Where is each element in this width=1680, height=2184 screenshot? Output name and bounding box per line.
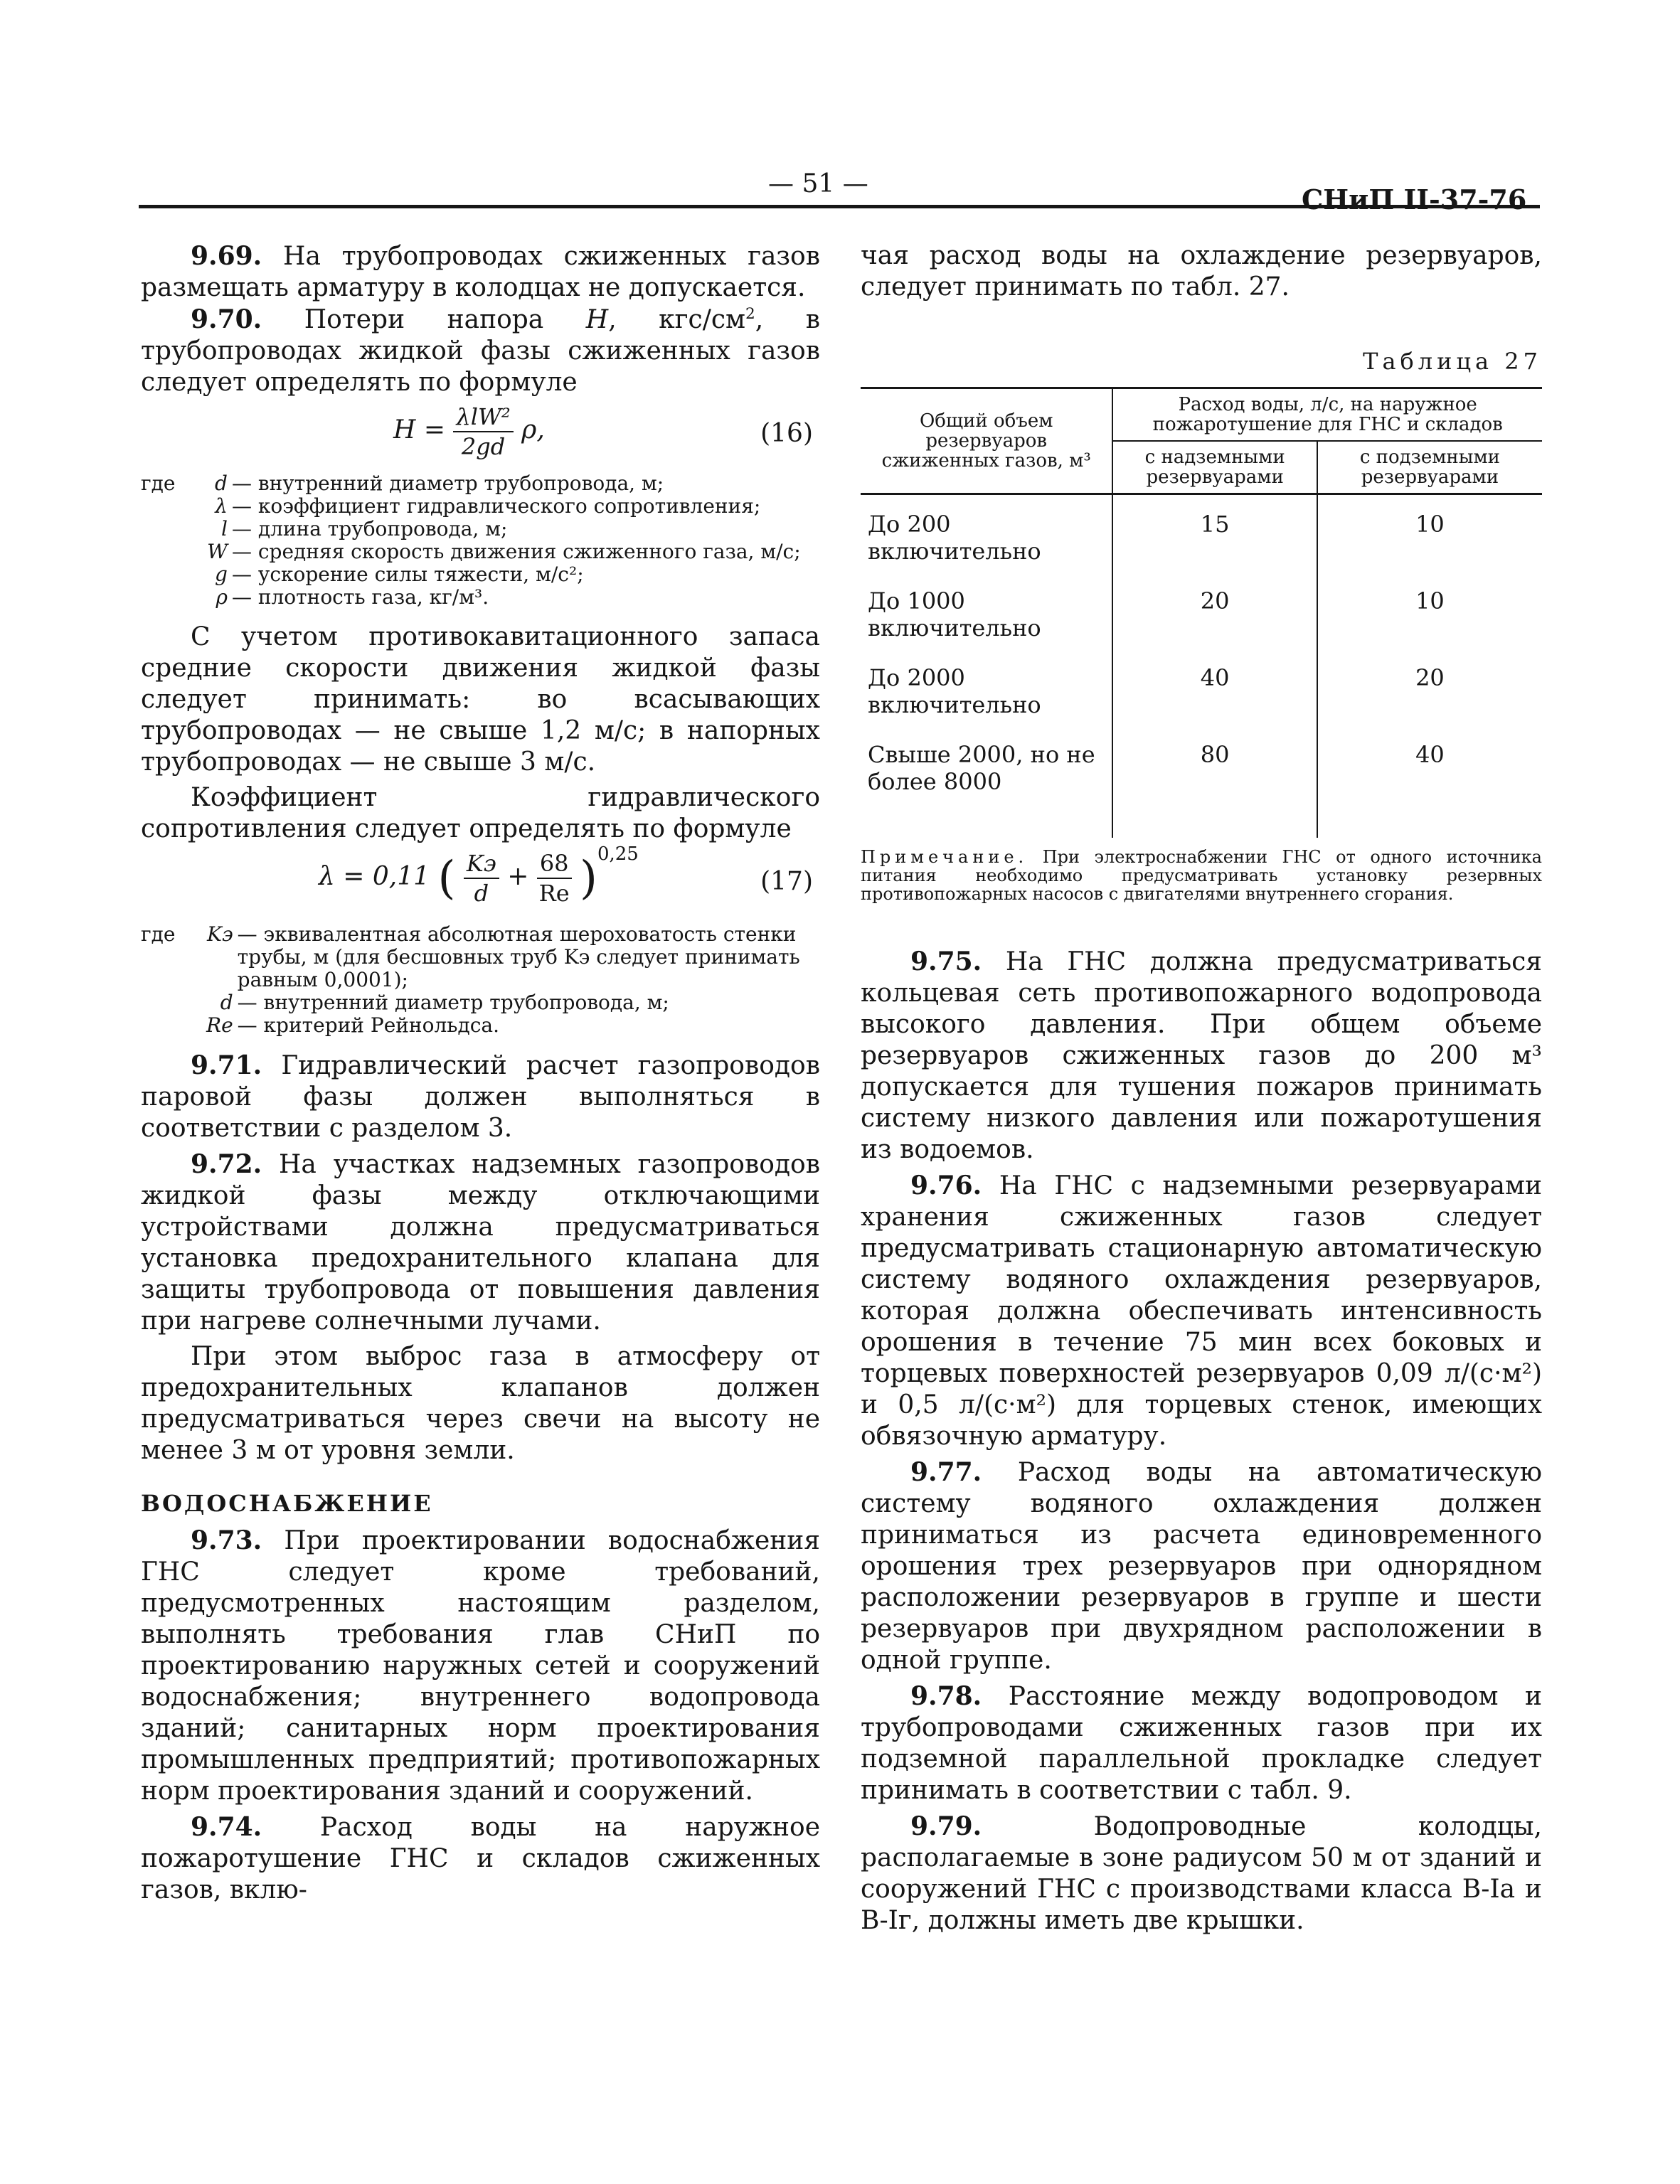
table-row xyxy=(861,725,1542,838)
definition-symbol: d xyxy=(215,472,228,495)
definition-prefix: где xyxy=(141,472,176,495)
definition-prefix xyxy=(141,586,206,609)
definition-row xyxy=(141,472,820,495)
definition-text: — плотность газа, кг/м³. xyxy=(231,585,489,609)
definition-symbol: ρ xyxy=(216,585,228,609)
cell-underground: 40 xyxy=(1317,725,1542,838)
clause-number: 9.78. xyxy=(910,1681,982,1711)
definition-row xyxy=(141,991,820,1014)
formula-numerator: Kэ xyxy=(464,849,499,879)
section-title: ВОДОСНАБЖЕНИЕ xyxy=(141,1490,433,1517)
formula-fraction xyxy=(537,849,572,907)
paragraph-text: Расход воды на наружное пожаротушение ГНС и складов сжиженных газов, вклю- xyxy=(141,1813,820,1905)
cell-underground: 10 xyxy=(1317,572,1542,649)
cell-underground: 10 xyxy=(1317,494,1542,572)
note-label: Примечание. xyxy=(861,847,1028,867)
cell-volume: До 2000 включительно xyxy=(868,664,1041,718)
clause-number: 9.75. xyxy=(910,947,982,976)
paragraph-text: На ГНС с надземными резервуарами хранения сжиженных газов следует предусматривать стационарную автоматическую систему водяного охлаждения резервуаров, которая должна обеспечивать интенсивность орошения в течение 75 мин всех боковых и торцевых поверхностей резервуаров 0,09 л/(с·м²) и 0,5 л/(с·м²) для торцевых стенок, имеющих обвязочную арматуру. xyxy=(861,1171,1542,1451)
paragraph-text: , в трубопроводах жидкой фазы сжиженных газов следует определять по формуле xyxy=(141,305,820,397)
table-row xyxy=(861,649,1542,725)
clause-number: 9.79. xyxy=(910,1811,982,1841)
paragraph-9-69 xyxy=(141,240,820,304)
cell-above-ground: 80 xyxy=(1112,725,1317,838)
column-header-under: с подземными резервуарами xyxy=(1317,441,1542,494)
paragraph-text: Гидравлический расчет газопроводов паровой фазы должен выполняться в соответствии с разделом 3. xyxy=(141,1051,820,1143)
definition-text: — критерий Рейнольдса. xyxy=(237,1013,499,1037)
paragraph-9-72 xyxy=(141,1149,820,1337)
formula-denominator: Re xyxy=(538,880,570,907)
definition-text: — внутренний диаметр трубопровода, м; xyxy=(237,991,669,1014)
clause-number: 9.69. xyxy=(191,241,262,271)
clause-number: 9.77. xyxy=(910,1457,982,1487)
cell-above-ground: 15 xyxy=(1112,494,1317,572)
cell-above-ground: 40 xyxy=(1112,649,1317,725)
formula-lhs: H = xyxy=(393,415,446,444)
definition-text: — ускорение силы тяжести, м/с²; xyxy=(231,563,584,586)
paragraph-text: На ГНС должна предусматриваться кольцевая сеть противопожарного водопровода высокого давления. При общем объеме резервуаров сжиженных газов до 200 м³ допускается для тушения пожаров принимать систему низкого давления или пожаротушения из водоемов. xyxy=(861,947,1542,1164)
definition-prefix xyxy=(141,563,206,586)
clause-number: 9.76. xyxy=(910,1171,982,1200)
symbol-H: H xyxy=(585,305,609,334)
paragraph-9-73 xyxy=(141,1525,820,1807)
formula-fraction xyxy=(464,849,499,907)
formula-fraction xyxy=(453,403,513,461)
paragraph-text: , кгс/см xyxy=(608,305,745,334)
paragraph-text: Водопроводные колодцы, располагаемые в зоне радиусом 50 м от зданий и сооружений ГНС с производствами класса В-Iа и В-Iг, должны иметь две крышки. xyxy=(861,1812,1542,1935)
definition-symbol: l xyxy=(220,517,228,540)
table-row xyxy=(861,572,1542,649)
bracket-close: ) xyxy=(579,852,597,905)
formula-tail: ρ, xyxy=(521,415,545,444)
paragraph-9-78 xyxy=(861,1680,1542,1806)
paragraph-9-77 xyxy=(861,1456,1542,1676)
paragraph-text: На трубопроводах сжиженных газов размещать арматуру в колодцах не допускается. xyxy=(141,242,820,302)
column-header-volume: Общий объем резервуаров сжиженных газов, м³ xyxy=(861,388,1112,494)
paragraph-9-76 xyxy=(861,1170,1542,1452)
paragraph-text: На участках надземных газопроводов жидкой фазы между отключающими устройствами должна предусматриваться установка предохранительного клапана для защиты трубопровода от повышения давления при нагреве солнечными лучами. xyxy=(141,1150,820,1336)
clause-number: 9.71. xyxy=(191,1050,262,1080)
definition-symbol: W xyxy=(207,540,228,563)
definition-row xyxy=(141,923,820,991)
definition-symbol: Re xyxy=(206,1013,233,1037)
formula-denominator: d xyxy=(474,880,489,907)
definition-text: — средняя скорость движения сжиженного газа, м/с; xyxy=(231,540,801,563)
clause-number: 9.74. xyxy=(191,1812,262,1842)
paragraph-9-75 xyxy=(861,946,1542,1166)
formula-17 xyxy=(141,845,820,923)
definitions-17 xyxy=(141,923,820,1037)
definition-prefix xyxy=(141,540,206,563)
paragraph-9-74 xyxy=(141,1811,820,1906)
paragraph-text: Расстояние между водопроводом и трубопроводами сжиженных газов при их подземной параллельной прокладке следует принимать в соответствии с табл. 9. xyxy=(861,1682,1542,1805)
definition-prefix xyxy=(141,1014,206,1037)
definition-prefix: где xyxy=(141,922,176,946)
bracket-open: ( xyxy=(437,852,456,905)
right-column xyxy=(861,240,1542,1937)
definition-text: — длина трубопровода, м; xyxy=(231,517,508,540)
definition-text: — коэффициент гидравлического сопротивления; xyxy=(231,494,761,518)
table-note xyxy=(861,848,1542,903)
definition-row xyxy=(141,1014,820,1037)
paragraph-vent: При этом выброс газа в атмосферу от предохранительных клапанов должен предусматриваться через свечи на высоту не менее 3 м от уровня земли. xyxy=(141,1342,820,1465)
column-header-above: с надземными резервуарами xyxy=(1112,441,1317,494)
definition-symbol: d xyxy=(220,991,233,1014)
clause-number: 9.73. xyxy=(191,1525,262,1555)
definition-row xyxy=(141,495,820,518)
paragraph-coefficient: Коэффициент гидравлического сопротивления следует определять по формуле xyxy=(141,783,820,843)
cell-volume: До 200 включительно xyxy=(868,511,1041,565)
document-code: СНиП II-37-76 xyxy=(1302,183,1527,215)
definition-symbol: λ xyxy=(215,494,228,518)
definition-prefix xyxy=(141,495,206,518)
paragraph-9-71 xyxy=(141,1050,820,1144)
definition-prefix xyxy=(141,991,206,1014)
formula-lhs: λ = 0,11 xyxy=(319,862,430,891)
definition-text: — внутренний диаметр трубопровода, м; xyxy=(231,472,664,495)
definition-text: — эквивалентная абсолютная шероховатость стенки трубы, м (для бесшовных труб Kэ следует принимать равным 0,0001); xyxy=(237,922,800,991)
definition-row xyxy=(141,540,820,563)
definitions-16 xyxy=(141,472,820,609)
left-column xyxy=(141,240,820,1906)
formula-16 xyxy=(141,398,820,472)
page-number: — 51 — xyxy=(768,169,868,198)
paragraph-9-70 xyxy=(141,304,820,398)
paragraph-speed: С учетом противокавитационного запаса средние скорости движения жидкой фазы следует принимать: во всасывающих трубопроводах — не свыше 1,2 м/с; в напорных трубопроводах — не свыше 3 м/с. xyxy=(141,622,820,777)
paragraph-text: Потери напора xyxy=(304,305,586,334)
definition-prefix xyxy=(141,518,206,540)
clause-number: 9.72. xyxy=(191,1149,262,1179)
paragraph-9-74-continued: чая расход воды на охлаждение резервуаров, следует принимать по табл. 27. xyxy=(861,241,1542,302)
table-27 xyxy=(861,387,1542,838)
header-rule xyxy=(139,205,1540,208)
definition-row xyxy=(141,518,820,540)
cell-above-ground: 20 xyxy=(1112,572,1317,649)
formula-label: (16) xyxy=(760,419,813,448)
column-group-header: Расход воды, л/с, на наружное пожаротушение для ГНС и складов xyxy=(1112,388,1542,442)
definition-row xyxy=(141,563,820,586)
cell-volume: До 1000 включительно xyxy=(868,587,1041,641)
formula-denominator: 2gd xyxy=(461,433,506,460)
formula-numerator: 68 xyxy=(537,849,572,879)
note-text: При электроснабжении ГНС от одного источника питания необходимо предусматривать установку резервных противопожарных насосов с двигателями внутреннего сгорания. xyxy=(861,847,1542,904)
definition-symbol: Kэ xyxy=(207,922,233,946)
clause-number: 9.70. xyxy=(191,304,262,334)
table-caption: Таблица 27 xyxy=(1363,348,1542,375)
paragraph-9-79 xyxy=(861,1811,1542,1937)
definition-symbol: g xyxy=(215,563,228,586)
definition-row xyxy=(141,586,820,609)
cell-underground: 20 xyxy=(1317,649,1542,725)
formula-label: (17) xyxy=(760,867,813,896)
paragraph-text: Расход воды на автоматическую систему водяного охлаждения должен приниматься из расчета единовременного орошения трех резервуаров при однорядном расположении резервуаров в группе и шести резервуаров при двухрядном расположении в одной группе. xyxy=(861,1458,1542,1675)
superscript: 2 xyxy=(745,305,755,323)
table-row xyxy=(861,494,1542,572)
formula-exponent: 0,25 xyxy=(597,843,639,865)
cell-volume: Свыше 2000, но не более 8000 xyxy=(868,741,1095,795)
formula-plus: + xyxy=(507,862,529,891)
formula-numerator: λlW² xyxy=(453,403,513,432)
paragraph-text: При проектировании водоснабжения ГНС следует кроме требований, предусмотренных настоящим разделом, выполнять требования глав СНиП по проектированию наружных сетей и сооружений водоснабжения; внутреннего водопровода зданий; санитарных норм проектирования промышленных предприятий; противопожарных норм проектирования зданий и сооружений. xyxy=(141,1526,821,1806)
